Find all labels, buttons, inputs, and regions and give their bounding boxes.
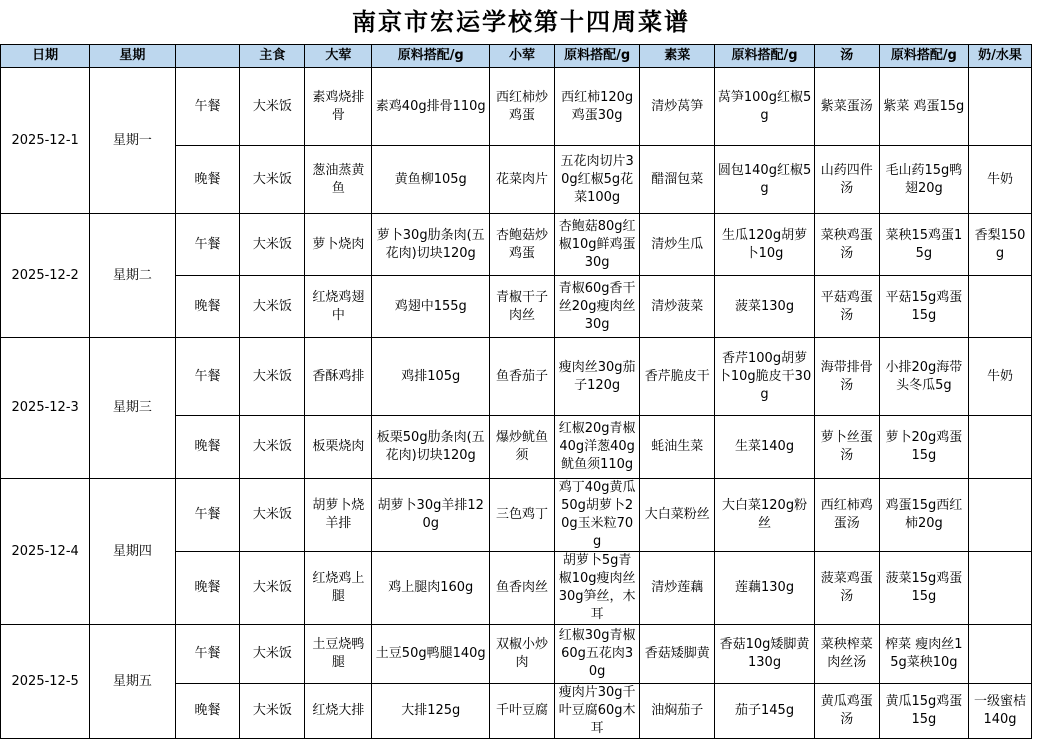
vegetable-ingredients-cell: 菠菜130g <box>715 276 814 338</box>
vegetable-cell: 蚝油生菜 <box>640 416 715 479</box>
soup-cell: 黄瓜鸡蛋汤 <box>814 684 879 739</box>
soup-cell: 菜秧榨菜肉丝汤 <box>814 625 879 684</box>
main-dish-cell: 素鸡烧排骨 <box>305 68 372 146</box>
main-dish-cell: 板栗烧肉 <box>305 416 372 479</box>
small-ingredients-cell: 红椒20g青椒40g洋葱40g鱿鱼须110g <box>555 416 640 479</box>
soup-ingredients-cell: 平菇15g鸡蛋15g <box>879 276 968 338</box>
small-ingredients-cell: 红椒30g青椒60g五花肉30g <box>555 625 640 684</box>
small-dish-cell: 千叶豆腐 <box>490 684 555 739</box>
small-ingredients-cell: 五花肉切片30g红椒5g花菜100g <box>555 146 640 214</box>
staple-cell: 大米饭 <box>240 146 305 214</box>
vegetable-cell: 香芹脆皮干 <box>640 338 715 416</box>
milk-fruit-cell: 牛奶 <box>969 146 1032 214</box>
vegetable-cell: 清炒菠菜 <box>640 276 715 338</box>
vegetable-ingredients-cell: 圆包140g红椒5g <box>715 146 814 214</box>
staple-cell: 大米饭 <box>240 416 305 479</box>
soup-ingredients-cell: 黄瓜15g鸡蛋15g <box>879 684 968 739</box>
main-dish-cell: 葱油蒸黄鱼 <box>305 146 372 214</box>
small-dish-cell: 三色鸡丁 <box>490 479 555 552</box>
main-ingredients-cell: 大排125g <box>372 684 490 739</box>
main-ingredients-cell: 胡萝卜30g羊排120g <box>372 479 490 552</box>
soup-cell: 西红柿鸡蛋汤 <box>814 479 879 552</box>
main-ingredients-cell: 鸡排105g <box>372 338 490 416</box>
header-small-ingredients: 原料搭配/g <box>555 45 640 68</box>
staple-cell: 大米饭 <box>240 684 305 739</box>
soup-cell: 菠菜鸡蛋汤 <box>814 552 879 625</box>
vegetable-cell: 清炒莴笋 <box>640 68 715 146</box>
soup-ingredients-cell: 榨菜 瘦肉丝15g菜秧10g <box>879 625 968 684</box>
weekday-cell: 星期四 <box>90 479 175 625</box>
vegetable-cell: 清炒生瓜 <box>640 214 715 276</box>
soup-ingredients-cell: 鸡蛋15g西红柿20g <box>879 479 968 552</box>
staple-cell: 大米饭 <box>240 338 305 416</box>
small-ingredients-cell: 杏鲍菇80g红椒10g鲜鸡蛋30g <box>555 214 640 276</box>
date-cell: 2025-12-5 <box>1 625 90 739</box>
milk-fruit-cell: 香梨150g <box>969 214 1032 276</box>
table-row <box>1 68 1032 146</box>
small-dish-cell: 鱼香茄子 <box>490 338 555 416</box>
header-row <box>1 45 1032 68</box>
small-ingredients-cell: 胡萝卜5g青椒10g瘦肉丝30g笋丝，木耳 <box>555 552 640 625</box>
date-cell: 2025-12-3 <box>1 338 90 479</box>
vegetable-ingredients-cell: 大白菜120g粉丝 <box>715 479 814 552</box>
soup-ingredients-cell: 小排20g海带头冬瓜5g <box>879 338 968 416</box>
page-title: 南京市宏运学校第十四周菜谱 <box>352 8 690 36</box>
soup-cell: 平菇鸡蛋汤 <box>814 276 879 338</box>
soup-cell: 海带排骨汤 <box>814 338 879 416</box>
milk-fruit-cell <box>969 68 1032 146</box>
main-dish-cell: 香酥鸡排 <box>305 338 372 416</box>
vegetable-ingredients-cell: 生菜140g <box>715 416 814 479</box>
small-ingredients-cell: 瘦肉丝30g茄子120g <box>555 338 640 416</box>
small-dish-cell: 杏鲍菇炒鸡蛋 <box>490 214 555 276</box>
staple-cell: 大米饭 <box>240 276 305 338</box>
milk-fruit-cell <box>969 416 1032 479</box>
table-row <box>1 338 1032 416</box>
main-dish-cell: 红烧大排 <box>305 684 372 739</box>
vegetable-ingredients-cell: 香菇10g矮脚黄130g <box>715 625 814 684</box>
header-meal <box>175 45 240 68</box>
meal-cell: 午餐 <box>175 625 240 684</box>
meal-cell: 晚餐 <box>175 416 240 479</box>
soup-ingredients-cell: 萝卜20g鸡蛋15g <box>879 416 968 479</box>
vegetable-ingredients-cell: 莴笋100g红椒5g <box>715 68 814 146</box>
staple-cell: 大米饭 <box>240 68 305 146</box>
main-dish-cell: 红烧鸡上腿 <box>305 552 372 625</box>
staple-cell: 大米饭 <box>240 479 305 552</box>
weekday-cell: 星期一 <box>90 68 175 214</box>
meal-cell: 晚餐 <box>175 146 240 214</box>
header-main-ingredients: 原料搭配/g <box>372 45 490 68</box>
main-ingredients-cell: 萝卜30g肋条肉(五花肉)切块120g <box>372 214 490 276</box>
meal-cell: 晚餐 <box>175 552 240 625</box>
small-dish-cell: 鱼香肉丝 <box>490 552 555 625</box>
soup-cell: 萝卜丝蛋汤 <box>814 416 879 479</box>
vegetable-ingredients-cell: 莲藕130g <box>715 552 814 625</box>
vegetable-ingredients-cell: 茄子145g <box>715 684 814 739</box>
table-row <box>1 479 1032 552</box>
small-ingredients-cell: 青椒60g香干丝20g瘦肉丝30g <box>555 276 640 338</box>
main-ingredients-cell: 素鸡40g排骨110g <box>372 68 490 146</box>
small-dish-cell: 青椒干子肉丝 <box>490 276 555 338</box>
date-cell: 2025-12-1 <box>1 68 90 214</box>
main-ingredients-cell: 板栗50g肋条肉(五花肉)切块120g <box>372 416 490 479</box>
vegetable-cell: 清炒莲藕 <box>640 552 715 625</box>
header-vegetable-ingredients: 原料搭配/g <box>715 45 814 68</box>
soup-ingredients-cell: 毛山药15g鸭翅20g <box>879 146 968 214</box>
weekday-cell: 星期五 <box>90 625 175 739</box>
date-cell: 2025-12-2 <box>1 214 90 338</box>
header-weekday: 星期 <box>90 45 175 68</box>
small-dish-cell: 双椒小炒肉 <box>490 625 555 684</box>
small-dish-cell: 花菜肉片 <box>490 146 555 214</box>
header-staple: 主食 <box>240 45 305 68</box>
vegetable-cell: 油焖茄子 <box>640 684 715 739</box>
header-small-dish: 小荤 <box>490 45 555 68</box>
header-milk-fruit: 奶/水果 <box>969 45 1032 68</box>
small-dish-cell: 爆炒鱿鱼须 <box>490 416 555 479</box>
main-ingredients-cell: 黄鱼柳105g <box>372 146 490 214</box>
meal-cell: 午餐 <box>175 68 240 146</box>
menu-table <box>0 44 1032 739</box>
soup-ingredients-cell: 菜秧15鸡蛋15g <box>879 214 968 276</box>
vegetable-ingredients-cell: 香芹100g胡萝卜10g脆皮干30g <box>715 338 814 416</box>
meal-cell: 午餐 <box>175 479 240 552</box>
main-ingredients-cell: 鸡翅中155g <box>372 276 490 338</box>
meal-cell: 午餐 <box>175 338 240 416</box>
meal-cell: 晚餐 <box>175 684 240 739</box>
small-ingredients-cell: 瘦肉片30g千叶豆腐60g木耳 <box>555 684 640 739</box>
milk-fruit-cell <box>969 276 1032 338</box>
date-cell: 2025-12-4 <box>1 479 90 625</box>
small-dish-cell: 西红柿炒鸡蛋 <box>490 68 555 146</box>
vegetable-ingredients-cell: 生瓜120g胡萝卜10g <box>715 214 814 276</box>
milk-fruit-cell: 一级蜜桔140g <box>969 684 1032 739</box>
soup-ingredients-cell: 紫菜 鸡蛋15g <box>879 68 968 146</box>
header-soup: 汤 <box>814 45 879 68</box>
main-dish-cell: 胡萝卜烧羊排 <box>305 479 372 552</box>
table-row <box>1 625 1032 684</box>
weekday-cell: 星期二 <box>90 214 175 338</box>
main-dish-cell: 红烧鸡翅中 <box>305 276 372 338</box>
header-main-dish: 大荤 <box>305 45 372 68</box>
soup-cell: 菜秧鸡蛋汤 <box>814 214 879 276</box>
vegetable-cell: 大白菜粉丝 <box>640 479 715 552</box>
staple-cell: 大米饭 <box>240 214 305 276</box>
staple-cell: 大米饭 <box>240 625 305 684</box>
header-date: 日期 <box>1 45 90 68</box>
main-dish-cell: 萝卜烧肉 <box>305 214 372 276</box>
meal-cell: 午餐 <box>175 214 240 276</box>
main-dish-cell: 土豆烧鸭腿 <box>305 625 372 684</box>
small-ingredients-cell: 西红柿120g鸡蛋30g <box>555 68 640 146</box>
milk-fruit-cell <box>969 552 1032 625</box>
milk-fruit-cell <box>969 479 1032 552</box>
meal-cell: 晚餐 <box>175 276 240 338</box>
milk-fruit-cell: 牛奶 <box>969 338 1032 416</box>
staple-cell: 大米饭 <box>240 552 305 625</box>
milk-fruit-cell <box>969 625 1032 684</box>
main-ingredients-cell: 土豆50g鸭腿140g <box>372 625 490 684</box>
small-ingredients-cell: 鸡丁40g黄瓜50g胡萝卜20g玉米粒70g <box>555 479 640 552</box>
weekday-cell: 星期三 <box>90 338 175 479</box>
soup-ingredients-cell: 菠菜15g鸡蛋15g <box>879 552 968 625</box>
soup-cell: 山药四件汤 <box>814 146 879 214</box>
table-row <box>1 214 1032 276</box>
header-soup-ingredients: 原料搭配/g <box>879 45 968 68</box>
vegetable-cell: 香菇矮脚黄 <box>640 625 715 684</box>
soup-cell: 紫菜蛋汤 <box>814 68 879 146</box>
header-vegetable: 素菜 <box>640 45 715 68</box>
vegetable-cell: 醋溜包菜 <box>640 146 715 214</box>
main-ingredients-cell: 鸡上腿肉160g <box>372 552 490 625</box>
